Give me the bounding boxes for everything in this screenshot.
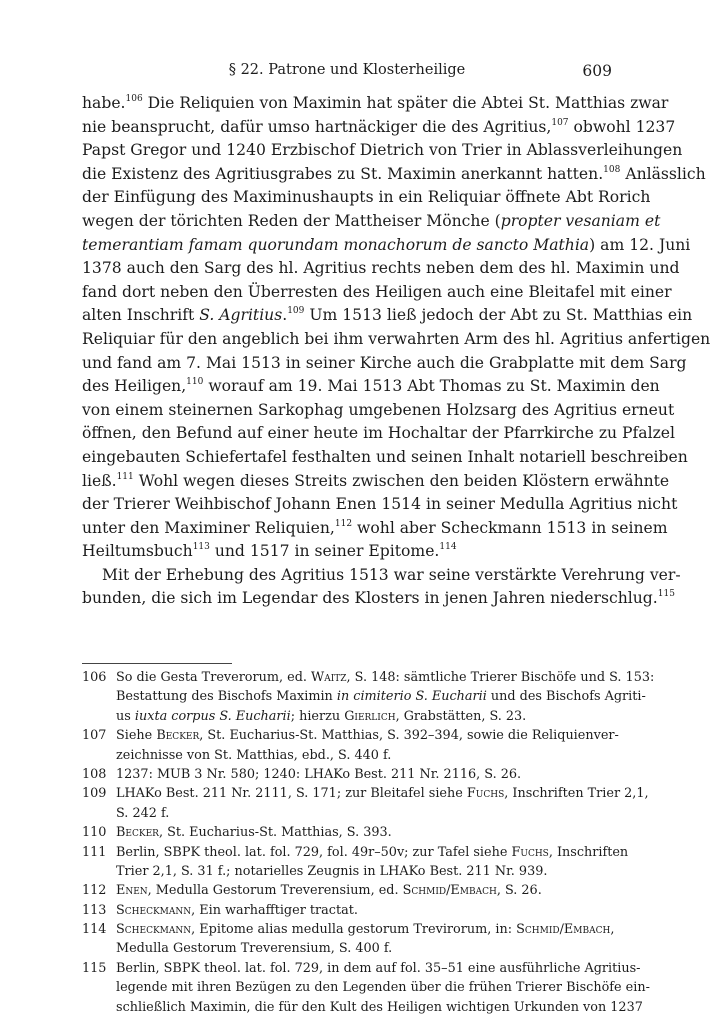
footnote-ref: 108 (603, 164, 621, 175)
footnote-ref: 106 (125, 94, 143, 104)
text-line: 1378 auch den Sarg des hl. Agritius rechts neben dem des hl. Maximin und (82, 259, 680, 278)
footnote-number: 111 (82, 844, 107, 860)
running-header (82, 62, 612, 84)
footnote-ref: 110 (186, 377, 204, 388)
footnote-ref: 112 (334, 518, 353, 529)
text-line: habe.$^{106}$ Die Reliquien von Maximin hat später die Abtei St. Matthias zwar (82, 94, 669, 112)
footnote-114: 114 Scheckmann, Epitome alias medulla gestorum Trevirorum, in: Schmid/Embach, Medulla Gestorum Treverensium, S. 400 f. (82, 922, 615, 957)
text-line: der Trierer Weihbischof Johann Enen 1514 in seiner Medulla Agritius nicht (82, 495, 678, 514)
text-line: bunden, die sich im Legendar des Klosters in jenen Jahren niederschlug.$^{115}$ (82, 589, 675, 608)
text-line: Reliquiar für den angeblich bei ihm verwahrten Arm des hl. Agritius anfertigen (82, 329, 710, 348)
text-line: fand dort neben den Überresten des Heiligen auch eine Bleitafel mit einer (82, 282, 672, 301)
text-line: nie beansprucht, dafür umso hartnäckiger die des Agritius,$^{107}$ obwohl 1237 (82, 117, 676, 136)
footnote-number: 114 (82, 922, 107, 938)
text-line: Papst Gregor und 1240 Erzbischof Dietrich von Trier in Ablassverleihungen (82, 141, 683, 160)
footnotes (82, 668, 655, 1017)
footnote-110: 110 Becker, St. Eucharius-St. Matthias, S. 393. (82, 823, 612, 842)
footnote-divider (82, 663, 232, 664)
text-line: wegen der törichten Reden der Mattheiser Mönche (propter vesaniam et (82, 211, 661, 230)
footnote-number: 107 (82, 728, 107, 744)
footnote-number: 108 (82, 766, 107, 782)
footnote-ref: 111 (116, 471, 134, 482)
text-line: des Heiligen,$^{110}$ worauf am 19. Mai 1513 Abt Thomas zu St. Maximin den (82, 377, 660, 396)
footnote-number: 112 (82, 883, 107, 899)
text-line: Heiltumsbuch$^{113}$ und 1517 in seiner Epitome.$^{114}$ (82, 542, 457, 561)
text-line: von einem steinernen Sarkophag umgebenen Holzsarg des Agritius erneut (82, 400, 675, 419)
text-line: Mit der Erhebung des Agritius 1513 war seine verstärkte Verehrung ver- (102, 565, 681, 584)
footnote-115: 115 Berlin, SBPK theol. lat. fol. 729, in dem auf fol. 35–51 eine ausführliche Agritius- legende mit ihren Bezügen zu den Legenden über die frühen Trierer Bischöfe ein- schließlich Maximin, die für den Kult des Heiligen wichtigen Urkunden von 1237 (82, 960, 650, 1015)
footnote-number: 106 (82, 670, 107, 685)
footnote-number: 110 (82, 825, 107, 841)
footnote-number: 113 (82, 902, 107, 918)
footnote-107: 107 Siehe Becker, St. Eucharius-St. Matthias, S. 392–394, sowie die Reliquienver- zeichnisse von St. Matthias, ebd., S. 440 f. (82, 728, 619, 763)
footnote-112: 112 Enen, Medulla Gestorum Treverensium, ed. Schmid/Embach, S. 26. (82, 881, 612, 900)
running-title: § 22. Patrone und Klosterheilige (228, 62, 466, 78)
text-line: temerantiam famam quorundam monachorum de sancto Mathia) am 12. Juni (82, 235, 691, 254)
text-line: unter den Maximiner Reliquien,$^{112}$ wohl aber Scheckmann 1513 in seinem (82, 518, 668, 537)
footnote-ref: 107 (551, 117, 569, 128)
text-line: ließ.$^{111}$ Wohl wegen dieses Streits zwischen den beiden Klöstern erwähnte (82, 471, 670, 490)
footnote-number: 109 (82, 786, 107, 802)
text-line: und fand am 7. Mai 1513 in seiner Kirche auch die Grabplatte mit dem Sarg (82, 353, 687, 372)
footnote-ref: 113 (192, 542, 210, 553)
footnote-number: 115 (82, 960, 107, 976)
page-number: 609 (582, 62, 612, 80)
footnote-ref: 109 (287, 306, 305, 317)
text-line: der Einfügung des Maximinushaupts in ein Reliquiar öffnete Abt Rorich (82, 188, 651, 207)
text-line: öffnen, den Befund auf einer heute im Hochaltar der Pfarrkirche zu Pfalzel (82, 424, 676, 443)
main-text (82, 92, 710, 611)
footnote-111: 111 Berlin, SBPK theol. lat. fol. 729, fol. 49r–50v; zur Tafel siehe Fuchs, Inschriften Trier 2,1, S. 31 f.; notarielles Zeugnis in LHAKo Best. 211 Nr. 939. (82, 844, 629, 879)
footnote-ref: 114 (439, 542, 457, 553)
footnote-106: 106 So die Gesta Treverorum, ed. Waitz, S. 148: sämtliche Trierer Bischöfe und S. 153: Bestattung des Bischofs Maximin in cimiterio S. Eucharii und des Bischofs Agriti- us iuxta corpus S. Eucharii; hierzu Gierlich, Grabstätten, S. 23. (82, 670, 655, 724)
text-line: alten Inschrift S. Agritius.$^{109}$ Um 1513 ließ jedoch der Abt zu St. Matthias ein (82, 306, 693, 325)
footnote-113: 113 Scheckmann, Ein warhafftiger tractat. (82, 901, 612, 920)
footnote-ref: 115 (657, 589, 675, 600)
text-line: eingebauten Schiefertafel festhalten und seinen Inhalt notariell beschreiben (82, 447, 688, 466)
text-line: die Existenz des Agritiusgrabes zu St. Maximin anerkannt hatten.$^{108}$ Anlässlich (82, 164, 706, 183)
footnote-109: 109 LHAKo Best. 211 Nr. 2111, S. 171; zur Bleitafel siehe Fuchs, Inschriften Trier 2,1, S. 242 f. (82, 786, 649, 821)
footnote-108: 108 1237: MUB 3 Nr. 580; 1240: LHAKo Best. 211 Nr. 2116, S. 26. (82, 765, 612, 784)
